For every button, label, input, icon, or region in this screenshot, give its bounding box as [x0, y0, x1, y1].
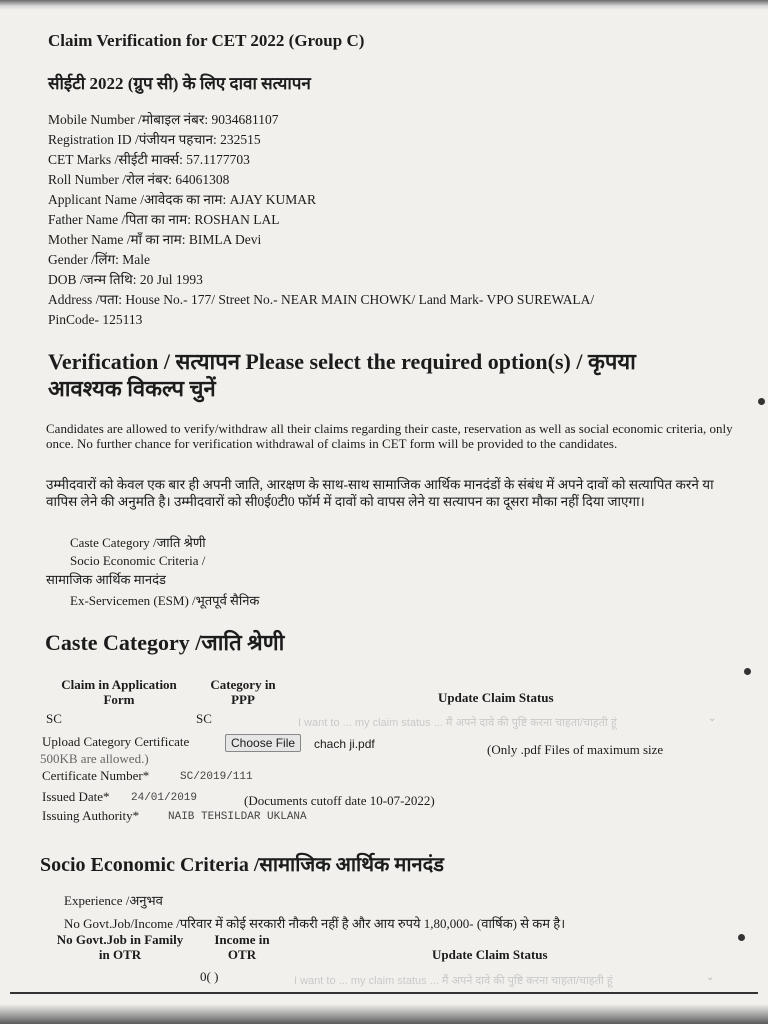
- choose-file-button[interactable]: Choose File: [225, 734, 301, 752]
- col-income-otr: Income in OTR: [214, 932, 270, 962]
- socio-chevron-down-icon[interactable]: ⌄: [706, 972, 715, 983]
- ppp-value: SC: [196, 711, 212, 726]
- socio-economic-heading: Socio Economic Criteria /सामाजिक आर्थिक मानदंड: [40, 854, 444, 876]
- no-govt-job-option[interactable]: No Govt.Job/Income /परिवार में कोई सरकारी नौकरी नहीं है और आय रुपये 1,80,000- (वार्षिक) से कम है।: [64, 916, 566, 931]
- address: Address /पता: House No.- 177/ Street No.- NEAR MAIN CHOWK/ Land Mark- VPO SUREWALA/: [48, 292, 595, 307]
- scan-bottom-shadow: [0, 1004, 768, 1024]
- socio-status-selected: I want to ... my claim status ... मैं अपने दावे की पुष्टि करना चाहता/चाहती हूं: [294, 975, 613, 987]
- punch-hole-mark: [758, 398, 765, 405]
- option-ex-servicemen[interactable]: Ex-Servicemen (ESM) /भूतपूर्व सैनिक: [70, 593, 260, 608]
- claim-value: SC: [46, 711, 62, 726]
- upload-certificate-label: Upload Category Certificate: [42, 734, 190, 749]
- col-category-ppp: Category in PPP: [210, 677, 276, 707]
- col-no-govt-job: No Govt.Job in Family in OTR: [56, 932, 184, 962]
- option-socio-economic-hindi: सामाजिक आर्थिक मानदंड: [46, 572, 166, 587]
- certificate-number-input[interactable]: SC/2019/111: [180, 771, 253, 783]
- file-name: chach ji.pdf: [314, 737, 375, 751]
- title-english: Claim Verification for CET 2022 (Group C): [48, 31, 365, 50]
- verification-heading-line2: आवश्यक विकल्प चुनें: [48, 376, 216, 401]
- punch-hole-mark: [744, 668, 751, 675]
- gender: Gender /लिंग: Male: [48, 252, 150, 267]
- applicant-details: [48, 110, 594, 330]
- scan-top-shadow: [0, 0, 768, 10]
- mobile-number: Mobile Number /मोबाइल नंबर: 9034681107: [48, 112, 279, 127]
- issued-date-label: Issued Date*: [42, 789, 110, 804]
- income-value: 0( ): [200, 969, 219, 984]
- issued-date-input[interactable]: 24/01/2019: [131, 792, 198, 804]
- size-note-line1: (Only .pdf Files of maximum size: [487, 742, 664, 757]
- registration-id: Registration ID /पंजीयन पहचान: 232515: [48, 132, 261, 147]
- verification-heading-line1: Verification / सत्यापन Please select the required option(s) / कृपया: [48, 349, 636, 374]
- title-hindi: सीईटी 2022 (ग्रुप सी) के लिए दावा सत्यापन: [48, 74, 311, 93]
- rules-paragraph-hindi: उम्मीदवारों को केवल एक बार ही अपनी जाति, आरक्षण के साथ-साथ सामाजिक आर्थिक मानदंडों के संबंध में अपने दावों को सत्यापित करने या वापिस लेने की अनुमति है। उम्मीदवारों को सी0ई0टी0 फॉर्म में दावों को वापस लेने या सत्यापन का दूसरा मौका नहीं दिया जाएगा।: [46, 477, 714, 509]
- experience-option[interactable]: Experience /अनुभव: [64, 893, 163, 908]
- size-note-line2: 500KB are allowed.): [40, 751, 149, 766]
- caste-status-select[interactable]: [298, 713, 718, 731]
- father-name: Father Name /पिता का नाम: ROSHAN LAL: [48, 212, 280, 227]
- rules-paragraph-english: Candidates are allowed to verify/withdraw all their claims regarding their caste, reservation as well as social economic criteria, only once. No further chance for verification withdrawal of claims in CET form will be provided to the candidates.: [46, 421, 733, 451]
- mother-name: Mother Name /माँ का नाम: BIMLA Devi: [48, 232, 262, 247]
- col-update-claim-status: Update Claim Status: [438, 690, 554, 705]
- socio-status-select[interactable]: [294, 971, 714, 989]
- chevron-down-icon[interactable]: ⌄: [708, 713, 717, 724]
- cet-marks: CET Marks /सीईटी मार्क्स: 57.1177703: [48, 152, 250, 167]
- issuing-authority-input[interactable]: NAIB TEHSILDAR UKLANA: [168, 811, 307, 823]
- col-claim-application: Claim in Application Form: [61, 677, 177, 707]
- pincode: PinCode- 125113: [48, 312, 143, 327]
- dob: DOB /जन्म तिथि: 20 Jul 1993: [48, 272, 203, 287]
- punch-hole-mark: [738, 934, 745, 941]
- option-socio-economic[interactable]: Socio Economic Criteria /: [70, 553, 206, 568]
- certificate-number-label: Certificate Number*: [42, 768, 150, 783]
- caste-status-selected: I want to ... my claim status ... मैं अपने दावे की पुष्टि करना चाहता/चाहती हूं: [298, 717, 617, 729]
- page-bottom-rule: [10, 992, 758, 994]
- applicant-name: Applicant Name /आवेदक का नाम: AJAY KUMAR: [48, 192, 317, 207]
- issuing-authority-label: Issuing Authority*: [42, 808, 140, 823]
- documents-cutoff-note: (Documents cutoff date 10-07-2022): [244, 793, 435, 808]
- socio-col-update-claim-status: Update Claim Status: [432, 947, 548, 962]
- option-caste-category[interactable]: Caste Category /जाति श्रेणी: [70, 535, 206, 550]
- caste-category-heading: Caste Category /जाति श्रेणी: [45, 630, 285, 655]
- roll-number: Roll Number /रोल नंबर: 64061308: [48, 172, 230, 187]
